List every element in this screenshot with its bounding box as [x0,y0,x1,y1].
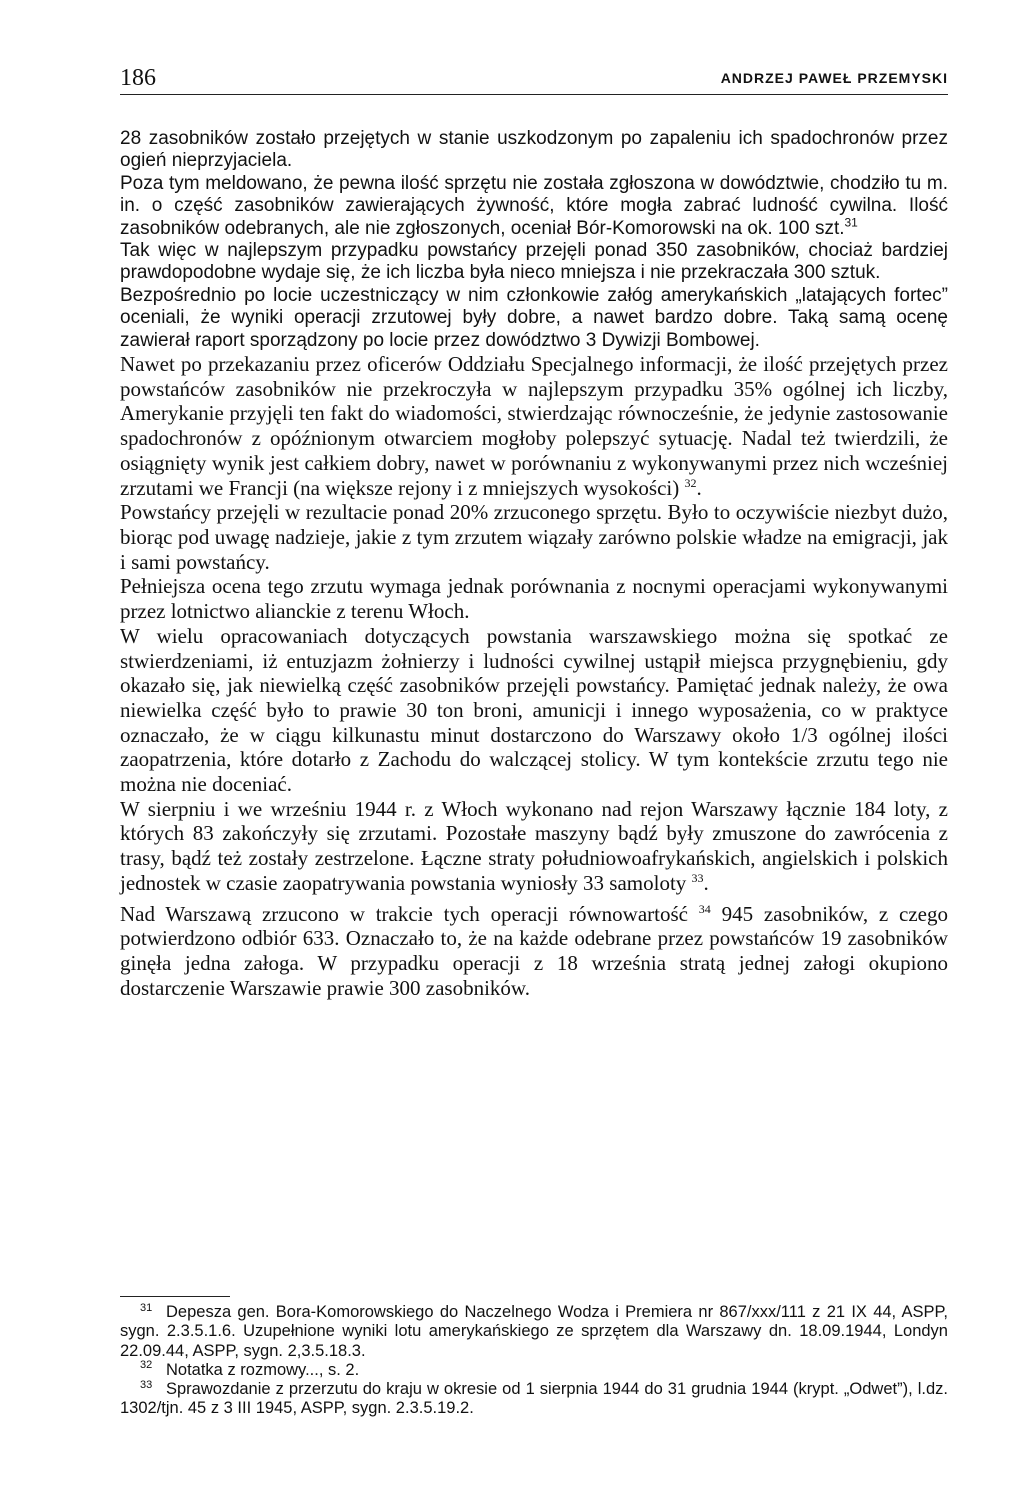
footnote-32: 32 Notatka z rozmowy..., s. 2. [140,1359,360,1379]
paragraph-8: W wielu opracowaniach dotyczących powstania warszawskiego można się spotkać ze stwierdzeniami, iż entuzjazm żołnierzy i ludności cywilnej ustąpił miejsca przygnębieniu, gdy okazało się, jak niewielką część zasobników przejęli powstańcy. Pamiętać jednak należy, że owa niewielka część było to prawie 30 ton broni, amunicji i innego wyposażenia, co w praktyce oznaczało, że w ciągu kilkunastu minut dostarczono do Warszawy około 1/3 ogólnej ilości zaopatrzenia, które dotarło z Zachodu do walczącej stolicy. W tym kontekście zrzutu tego nie można nie doceniać. [120,623,948,797]
paragraph-4: Bezpośrednio po locie uczestniczący w nim członkowie załóg amerykańskich „latających fortec” oceniali, że wyniki operacji zrzutowej były dobre, a nawet bardzo dobre. Taką samą ocenę zawierał raport sporządzony po locie przez dowództwo 3 Dywizji Bombowej. [120,284,948,351]
footnotes [120,1303,948,1419]
footnote-33: 33 Sprawozdanie z przerzutu do kraju w okresie od 1 sierpnia 1944 do 31 grudnia 1944 (krypt. „Odwet”), l.dz. 1302/tjn. 45 z 3 III 1945, ASPP, sygn. 2.3.5.19.2. [120,1378,948,1418]
paragraph-5: Nawet po przekazaniu przez oficerów Oddziału Specjalnego informacji, że ilość przejętych przez powstańców zasobników nie przekroczyła w najlepszym przypadku 35% ogólnej ich liczby, Amerykanie przyjęli ten fakt do wiadomości, stwierdzając równocześnie, że jedynie zastosowanie spadochronów z opóźnionym otwarciem mogłoby polepszyć sytuację. Nadal też twierdzili, że osiągnięty wynik jest całkiem dobry, nawet w porównaniu z wykonywanymi przez nich wcześniej zrzutami we Francji (na większe rejony i z mniejszych wysokości) $^{32}$. [120,352,948,500]
paragraph-10: Nad Warszawą zrzucono w trakcie tych operacji równowartość $^{34}$ 945 zasobników, z czego potwierdzono odbiór 633. Oznaczało to, że na każde odebrane przez powstańców 19 zasobników ginęła jedna załoga. W przypadku operacji z 18 września stratą jednej załogi okupiono dostarczenie Warszawie prawie 300 zasobników. [120,901,948,1000]
running-head: ANDRZEJ PAWEŁ PRZEMYSKI [720,70,948,86]
body-text [120,128,948,1000]
footnote-divider [120,1296,230,1297]
paragraph-2: Poza tym meldowano, że pewna ilość sprzętu nie została zgłoszona w dowództwie, chodziło tu m. in. o część zasobników zawierających żywność, które mogła zabrać ludność cywilna. Ilość zasobników odebranych, ale nie zgłoszonych, oceniał Bór-Komorowski na ok. 100 szt.$^{31}$ [120,172,948,239]
page-number: 186 [120,65,156,91]
footnote-ref-33: 33 [691,870,704,885]
paragraph-9: W sierpniu i we wrześniu 1944 r. z Włoch wykonano nad rejon Warszawy łącznie 184 loty, z których 83 zakończyły się zrzutami. Pozostałe maszyny bądź były zmuszone do zawrócenia z trasy, bądź też zostały zestrzelone. Łączne straty południowoafrykańskich, angielskich i polskich jednostek w czasie zaopatrywania powstania wyniosły 33 samoloty $^{33}$. [120,796,948,895]
paragraph-1: 28 zasobników zostało przejętych w stanie uszkodzonym po zapaleniu ich spadochronów przez ogień nieprzyjaciela. [120,128,948,172]
paragraph-7: Pełniejsza ocena tego zrzutu wymaga jednak porównania z nocnymi operacjami wykonywanymi przez lotnictwo alianckie z terenu Włoch. [120,574,948,624]
paragraph-6: Powstańcy przejęli w rezultacie ponad 20% zrzuconego sprzętu. Było to oczywiście niezbyt dużo, biorąc pod uwagę nadzieje, jakie z tym zrzutem wiązały zarówno polskie władze na emigracji, jak i sami powstańcy. [120,500,948,574]
footnote-31: 31 Depesza gen. Bora-Komorowskiego do Naczelnego Wodza i Premiera nr 867/xxx/111 z 21 IX 44, ASPP, sygn. 2.3.5.1.6. Uzupełnione wyniki lotu amerykańskiego ze sprzętem dla Warszawy dn. 18.09.1944, Londyn 22.09.44, ASPP, sygn. 2,3.5.18.3. [120,1301,948,1360]
paragraph-3: Tak więc w najlepszym przypadku powstańcy przejęli ponad 350 zasobników, chociaż bardziej prawdopodobne wydaje się, że ich liczba była nieco mniejsza i nie przekraczała 300 sztuk. [120,240,948,284]
footnote-ref-32: 32 [684,475,697,490]
footnote-ref-31: 31 [844,215,858,230]
footnote-ref-34: 34 [698,901,711,916]
page-header [120,66,948,95]
